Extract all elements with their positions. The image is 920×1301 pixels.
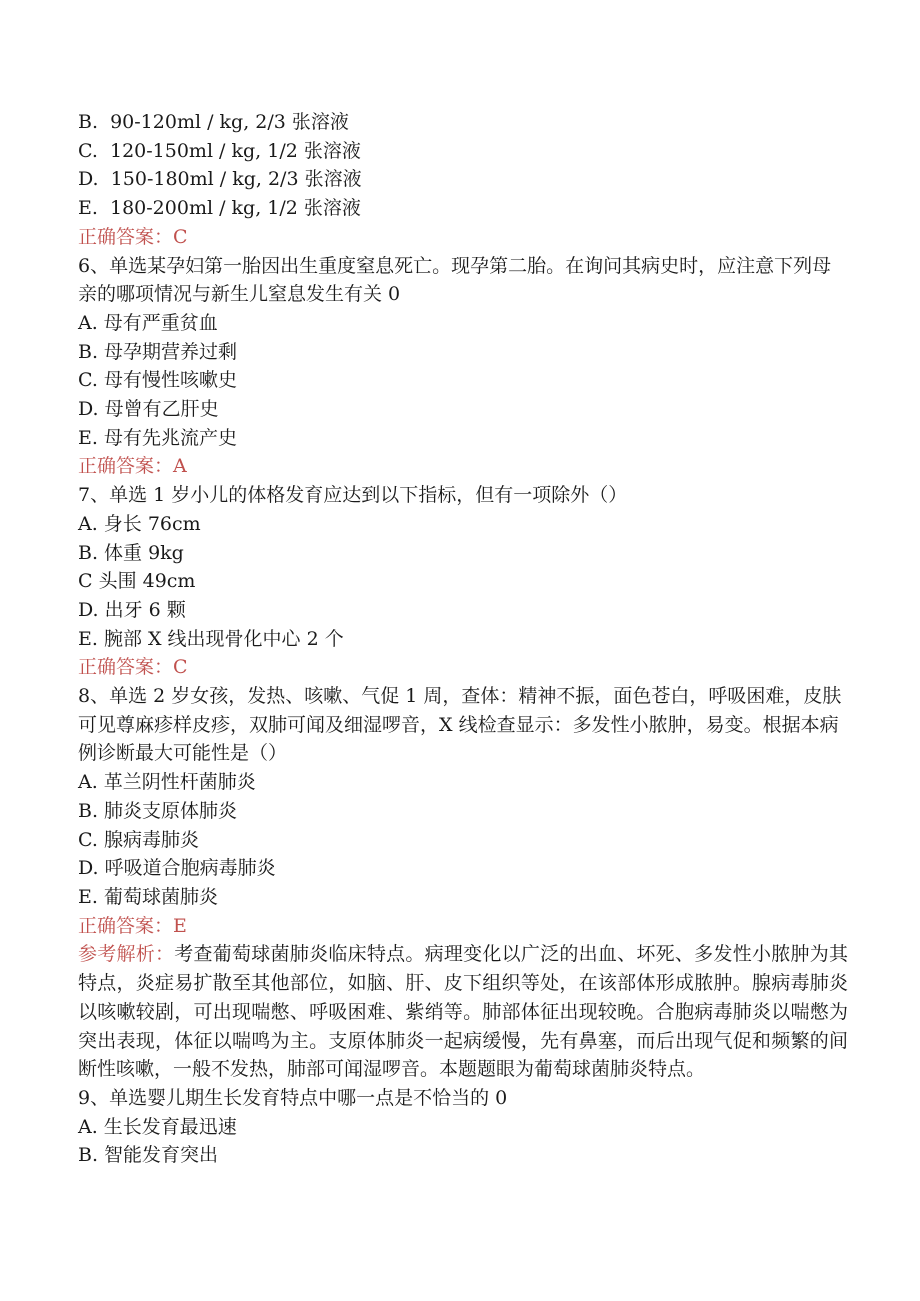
option-e: E. 180-200ml / kg, 1/2 张溶液 [78, 197, 361, 220]
option-c: C. 腺病毒肺炎 [78, 828, 199, 851]
answer-value: C [173, 656, 188, 679]
answer-value: E [173, 914, 187, 937]
question-6 [78, 252, 848, 482]
question-stem: 6、单选某孕妇第一胎因出生重度窒息死亡。现孕第二胎。在询问其病史时，应注意下列母亲的哪项情况与新生儿窒息发生有关 0 [78, 254, 832, 306]
option-b: B. 90-120ml / kg, 2/3 张溶液 [78, 111, 349, 133]
option-b: B. 体重 9kg [78, 541, 184, 564]
answer-label: 正确答案： [78, 914, 174, 937]
question-stem: 7、单选 1 岁小儿的体格发育应达到以下指标，但有一项除外（） [78, 484, 628, 507]
question-5-tail [78, 108, 848, 252]
question-7 [78, 481, 848, 682]
option-a: A. 生长发育最迅速 [78, 1115, 237, 1138]
question-stem: 9、单选婴儿期生长发育特点中哪一点是不恰当的 0 [78, 1086, 508, 1109]
option-b: B. 智能发育突出 [78, 1144, 219, 1167]
answer-value: C [173, 225, 188, 248]
option-e: E. 腕部 X 线出现骨化中心 2 个 [78, 627, 344, 650]
option-e: E. 母有先兆流产史 [78, 426, 237, 449]
option-a: A. 身长 76cm [78, 512, 201, 535]
answer-label: 正确答案： [78, 455, 174, 478]
answer-label: 正确答案： [78, 656, 174, 679]
option-d: D. 呼吸道合胞病毒肺炎 [78, 857, 276, 880]
option-c: C. 120-150ml / kg, 1/2 张溶液 [78, 139, 361, 162]
option-c: C 头围 49cm [78, 570, 196, 593]
analysis-text: 考查葡萄球菌肺炎临床特点。病理变化以广泛的出血、坏死、多发性小脓肿为其特点，炎症易扩散至其他部位，如脑、肝、皮下组织等处，在该部体形成脓肿。腺病毒肺炎以咳嗽较剧，可出现喘憋、呼吸困难、紫绡等。肺部体征出现较晚。合胞病毒肺炎以喘憋为突出表现，体征以喘鸣为主。支原体肺炎一起病缓慢，先有鼻塞，而后出现气促和频繁的间断性咳嗽，一般不发热，肺部可闻湿啰音。本题题眼为葡萄球菌肺炎特点。 [78, 943, 848, 1081]
answer-label: 正确答案： [78, 225, 174, 248]
answer-line [78, 912, 848, 941]
question-8 [78, 682, 848, 1084]
option-e: E. 葡萄球菌肺炎 [78, 885, 218, 908]
answer-value: A [173, 455, 187, 478]
option-b: B. 肺炎支原体肺炎 [78, 799, 238, 822]
document-page [78, 108, 848, 1170]
analysis-paragraph [78, 940, 848, 1084]
answer-line [78, 653, 848, 682]
answer-line [78, 223, 848, 252]
answer-line [78, 452, 848, 481]
option-d: D. 母曾有乙肝史 [78, 398, 219, 421]
analysis-label: 参考解析： [78, 943, 175, 966]
option-c: C. 母有慢性咳嗽史 [78, 369, 237, 392]
option-a: A. 革兰阴性杆菌肺炎 [78, 771, 256, 794]
question-9 [78, 1084, 848, 1170]
option-d: D. 出牙 6 颗 [78, 598, 186, 621]
question-stem: 8、单选 2 岁女孩，发热、咳嗽、气促 1 周，查体：精神不振，面色苍白，呼吸困难，皮肤可见尊麻疹样皮疹，双肺可闻及细湿啰音，X 线检查显示：多发性小脓肿，易变。根据本病例诊断最大可能性是（） [78, 685, 842, 765]
option-b: B. 母孕期营养过剩 [78, 340, 238, 363]
option-d: D. 150-180ml / kg, 2/3 张溶液 [78, 168, 362, 191]
option-a: A. 母有严重贫血 [78, 311, 218, 334]
